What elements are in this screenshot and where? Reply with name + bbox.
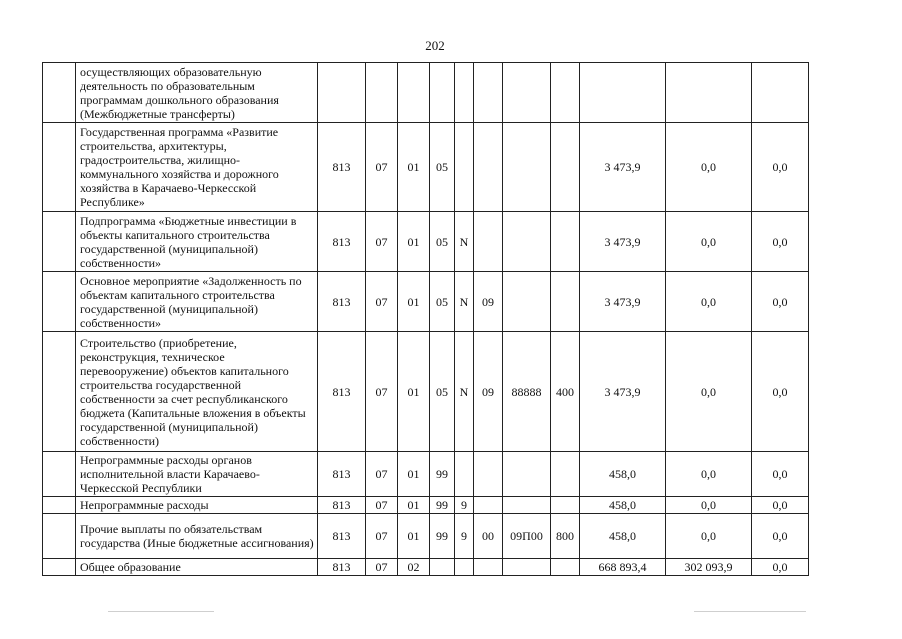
- program-code-cell: 05: [430, 212, 455, 272]
- expense-type-cell: [551, 272, 580, 332]
- direction-code-cell: [503, 272, 551, 332]
- subsection-code-cell: 01: [398, 332, 430, 452]
- event-code-cell: 09: [474, 332, 503, 452]
- subsection-code-cell: 01: [398, 272, 430, 332]
- expense-type-cell: [551, 452, 580, 497]
- table-row: [43, 332, 809, 452]
- expense-name-cell: Общее образование: [76, 559, 318, 576]
- subprogram-code-cell: [455, 452, 474, 497]
- expense-name-cell: Строительство (приобретение, реконструкция, техническое перевооружение) объектов капитального строительства государственной собственности за счет республиканского бюджета (Капитальные вложения в объекты государственной (муниципальной) собственности): [76, 332, 318, 452]
- row-number-cell: [43, 452, 76, 497]
- subsection-code-cell: 01: [398, 123, 430, 212]
- expense-name-cell: осуществляющих образовательную деятельность по образовательным программам дошкольного образования (Межбюджетные трансферты): [76, 63, 318, 123]
- footer-rule-right: [694, 611, 806, 612]
- subprogram-code-cell: [455, 63, 474, 123]
- program-code-cell: 05: [430, 123, 455, 212]
- ved-code-cell: [318, 63, 366, 123]
- amount-cell: 0,0: [752, 559, 809, 576]
- ved-code-cell: 813: [318, 272, 366, 332]
- table-row: [43, 63, 809, 123]
- direction-code-cell: 88888: [503, 332, 551, 452]
- amount-cell: 3 473,9: [580, 332, 666, 452]
- subprogram-code-cell: N: [455, 332, 474, 452]
- amount-cell: [752, 63, 809, 123]
- amount-cell: 3 473,9: [580, 212, 666, 272]
- event-code-cell: [474, 123, 503, 212]
- program-code-cell: 05: [430, 332, 455, 452]
- table-row: [43, 123, 809, 212]
- table-row: [43, 272, 809, 332]
- expense-type-cell: [551, 212, 580, 272]
- program-code-cell: [430, 559, 455, 576]
- program-code-cell: 99: [430, 497, 455, 514]
- event-code-cell: [474, 497, 503, 514]
- table-row: [43, 514, 809, 559]
- expense-type-cell: [551, 559, 580, 576]
- subprogram-code-cell: 9: [455, 514, 474, 559]
- amount-cell: 0,0: [752, 123, 809, 212]
- amount-cell: 458,0: [580, 514, 666, 559]
- expense-type-cell: [551, 497, 580, 514]
- ved-code-cell: 813: [318, 514, 366, 559]
- section-code-cell: 07: [366, 272, 398, 332]
- amount-cell: 458,0: [580, 497, 666, 514]
- ved-code-cell: 813: [318, 332, 366, 452]
- expense-name-cell: Основное мероприятие «Задолженность по объектам капитального строительства государственной (муниципальной) собственности»: [76, 272, 318, 332]
- amount-cell: 0,0: [666, 212, 752, 272]
- subprogram-code-cell: 9: [455, 497, 474, 514]
- table-row: [43, 559, 809, 576]
- ved-code-cell: 813: [318, 452, 366, 497]
- amount-cell: 0,0: [666, 514, 752, 559]
- row-number-cell: [43, 332, 76, 452]
- subsection-code-cell: 01: [398, 497, 430, 514]
- section-code-cell: 07: [366, 497, 398, 514]
- budget-table: [42, 62, 809, 576]
- expense-type-cell: [551, 63, 580, 123]
- row-number-cell: [43, 212, 76, 272]
- amount-cell: [580, 63, 666, 123]
- amount-cell: 0,0: [752, 514, 809, 559]
- subsection-code-cell: 02: [398, 559, 430, 576]
- direction-code-cell: [503, 212, 551, 272]
- amount-cell: 0,0: [666, 272, 752, 332]
- row-number-cell: [43, 514, 76, 559]
- direction-code-cell: [503, 452, 551, 497]
- event-code-cell: [474, 452, 503, 497]
- amount-cell: 0,0: [752, 332, 809, 452]
- event-code-cell: 00: [474, 514, 503, 559]
- section-code-cell: 07: [366, 452, 398, 497]
- amount-cell: 3 473,9: [580, 272, 666, 332]
- subsection-code-cell: [398, 63, 430, 123]
- amount-cell: 0,0: [666, 452, 752, 497]
- subprogram-code-cell: [455, 559, 474, 576]
- subsection-code-cell: 01: [398, 514, 430, 559]
- ved-code-cell: 813: [318, 497, 366, 514]
- expense-type-cell: [551, 123, 580, 212]
- ved-code-cell: 813: [318, 212, 366, 272]
- row-number-cell: [43, 272, 76, 332]
- ved-code-cell: 813: [318, 123, 366, 212]
- page-number: 202: [425, 38, 445, 53]
- section-code-cell: 07: [366, 212, 398, 272]
- amount-cell: 0,0: [666, 497, 752, 514]
- event-code-cell: 09: [474, 272, 503, 332]
- ved-code-cell: 813: [318, 559, 366, 576]
- table-row: [43, 497, 809, 514]
- expense-type-cell: 400: [551, 332, 580, 452]
- amount-cell: 458,0: [580, 452, 666, 497]
- amount-cell: 0,0: [666, 332, 752, 452]
- expense-name-cell: Государственная программа «Развитие строительства, архитектуры, градостроительства, жилищно-коммунального хозяйства и дорожного хозяйства в Карачаево-Черкесской Республике»: [76, 123, 318, 212]
- section-code-cell: 07: [366, 332, 398, 452]
- section-code-cell: 07: [366, 514, 398, 559]
- direction-code-cell: [503, 63, 551, 123]
- amount-cell: 0,0: [752, 272, 809, 332]
- amount-cell: 3 473,9: [580, 123, 666, 212]
- amount-cell: 302 093,9: [666, 559, 752, 576]
- direction-code-cell: [503, 497, 551, 514]
- table-row: [43, 212, 809, 272]
- program-code-cell: 99: [430, 452, 455, 497]
- amount-cell: 0,0: [752, 497, 809, 514]
- section-code-cell: 07: [366, 559, 398, 576]
- amount-cell: 0,0: [752, 212, 809, 272]
- direction-code-cell: [503, 559, 551, 576]
- expense-type-cell: 800: [551, 514, 580, 559]
- event-code-cell: [474, 63, 503, 123]
- expense-name-cell: Подпрограмма «Бюджетные инвестиции в объекты капитального строительства государственной (муниципальной) собственности»: [76, 212, 318, 272]
- subsection-code-cell: 01: [398, 212, 430, 272]
- section-code-cell: [366, 63, 398, 123]
- program-code-cell: 99: [430, 514, 455, 559]
- row-number-cell: [43, 123, 76, 212]
- direction-code-cell: [503, 123, 551, 212]
- row-number-cell: [43, 497, 76, 514]
- subprogram-code-cell: [455, 123, 474, 212]
- direction-code-cell: 09П00: [503, 514, 551, 559]
- footer-rule-left: [108, 611, 214, 612]
- table-row: [43, 452, 809, 497]
- amount-cell: 0,0: [666, 123, 752, 212]
- expense-name-cell: Непрограммные расходы органов исполнительной власти Карачаево-Черкесской Республики: [76, 452, 318, 497]
- subprogram-code-cell: N: [455, 272, 474, 332]
- program-code-cell: [430, 63, 455, 123]
- subprogram-code-cell: N: [455, 212, 474, 272]
- amount-cell: [666, 63, 752, 123]
- expense-name-cell: Прочие выплаты по обязательствам государства (Иные бюджетные ассигнования): [76, 514, 318, 559]
- amount-cell: 668 893,4: [580, 559, 666, 576]
- row-number-cell: [43, 559, 76, 576]
- event-code-cell: [474, 212, 503, 272]
- event-code-cell: [474, 559, 503, 576]
- row-number-cell: [43, 63, 76, 123]
- program-code-cell: 05: [430, 272, 455, 332]
- expense-name-cell: Непрограммные расходы: [76, 497, 318, 514]
- amount-cell: 0,0: [752, 452, 809, 497]
- subsection-code-cell: 01: [398, 452, 430, 497]
- section-code-cell: 07: [366, 123, 398, 212]
